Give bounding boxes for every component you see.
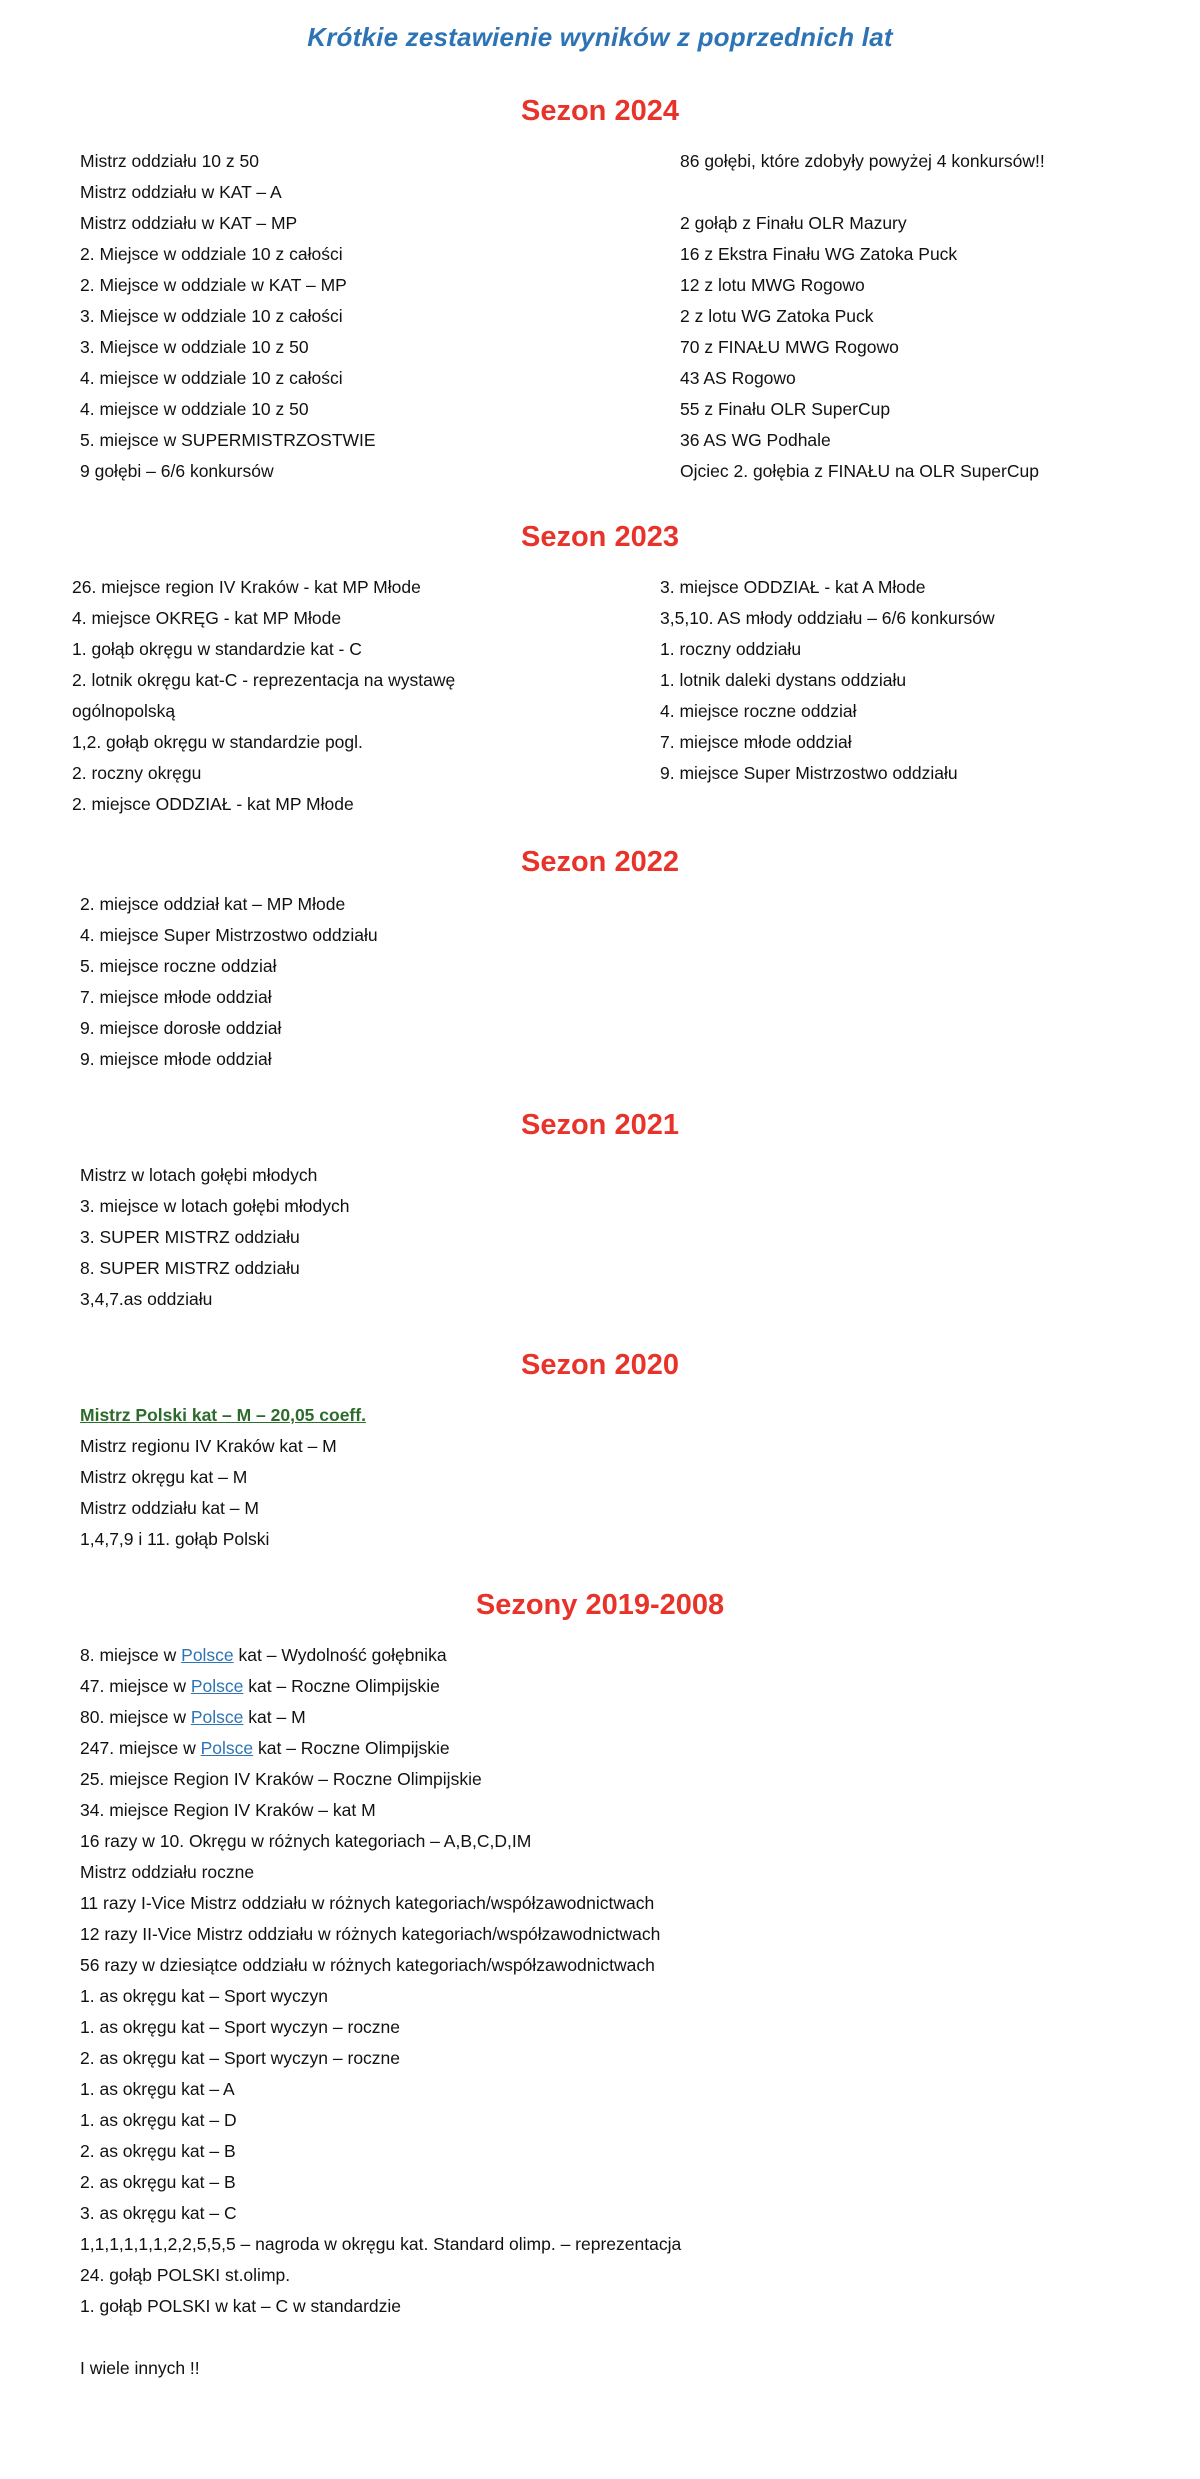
line-text: 34. miejsce Region IV Kraków – kat M — [80, 1800, 376, 1820]
list-item — [80, 2074, 1140, 2105]
list-item: ogólnopolską — [72, 701, 176, 721]
list-item: 2 gołąb z Finału OLR Mazury — [680, 213, 907, 233]
list-item — [80, 2353, 1140, 2384]
list-item — [80, 1702, 1140, 1733]
list-item: 1. roczny oddziału — [660, 639, 802, 659]
line-text: 1. as okręgu kat – D — [80, 2110, 237, 2130]
line-text: 1. as okręgu kat – Sport wyczyn – roczne — [80, 2017, 401, 2037]
list-item — [80, 1795, 1140, 1826]
list-item — [80, 2198, 1140, 2229]
section-heading: Sezony 2019-2008 — [475, 1589, 725, 1621]
list-item: 4. miejsce w oddziale 10 z 50 — [80, 399, 309, 419]
list-item: 3,5,10. AS młody oddziału – 6/6 konkursów — [660, 608, 995, 628]
list-item: 9. miejsce dorosłe oddział — [80, 1018, 282, 1038]
list-item: 4. miejsce Super Mistrzostwo oddziału — [80, 925, 378, 945]
section-heading: Sezon 2020 — [521, 1349, 679, 1381]
line-text: 25. miejsce Region IV Kraków – Roczne Olimpijskie — [80, 1769, 482, 1789]
section-columns — [0, 146, 1200, 487]
list-item — [80, 2043, 1140, 2074]
line-text: 11 razy I-Vice Mistrz oddziału w różnych kategoriach/współzawodnictwach — [80, 1893, 655, 1913]
list-item: Mistrz oddziału w KAT – MP — [80, 213, 298, 233]
section-body — [0, 1640, 1200, 2384]
line-text: 12 razy II-Vice Mistrz oddziału w różnych kategoriach/współzawodnictwach — [80, 1924, 661, 1944]
list-item: Ojciec 2. gołębia z FINAŁU na OLR SuperCup — [680, 461, 1039, 481]
list-item — [80, 1857, 1140, 1888]
line-text: 2. as okręgu kat – Sport wyczyn – roczne — [80, 2048, 401, 2068]
section-sezon-2024 — [0, 95, 1200, 487]
list-item: 36 AS WG Podhale — [680, 430, 831, 450]
list-item — [80, 2105, 1140, 2136]
line-text: kat – Wydolność gołębnika — [233, 1645, 447, 1665]
list-item: 9. miejsce Super Mistrzostwo oddziału — [660, 763, 958, 783]
list-item — [80, 2229, 1140, 2260]
list-item: 2. lotnik okręgu kat-C - reprezentacja na wystawę — [72, 670, 456, 690]
list-item: 9 gołębi – 6/6 konkursów — [80, 461, 274, 481]
section-heading: Sezon 2023 — [521, 521, 679, 553]
section-body — [0, 889, 1200, 1075]
list-item: 8. SUPER MISTRZ oddziału — [80, 1258, 300, 1278]
line-text: 24. gołąb POLSKI st.olimp. — [80, 2265, 291, 2285]
list-item-blank — [80, 2322, 1140, 2353]
line-text: 47. miejsce w — [80, 1676, 191, 1696]
list-item — [80, 2136, 1140, 2167]
list-item: Mistrz oddziału 10 z 50 — [80, 151, 259, 171]
list-item — [80, 2260, 1140, 2291]
section-body — [0, 1160, 1200, 1315]
line-text: 1. gołąb POLSKI w kat – C w standardzie — [80, 2296, 401, 2316]
list-item: 1. gołąb okręgu w standardzie kat - C — [72, 639, 362, 659]
line-text: 1. as okręgu kat – Sport wyczyn — [80, 1986, 329, 2006]
list-item — [80, 2012, 1140, 2043]
list-item: 4. miejsce roczne oddział — [660, 701, 857, 721]
section-heading: Sezon 2021 — [521, 1109, 679, 1141]
list-item: Mistrz w lotach gołębi młodych — [80, 1165, 318, 1185]
list-item: 1. lotnik daleki dystans oddziału — [660, 670, 907, 690]
line-text: kat – Roczne Olimpijskie — [253, 1738, 450, 1758]
inline-link[interactable]: Polsce — [190, 1676, 244, 1696]
list-item: 2. Miejsce w oddziale 10 z całości — [80, 244, 343, 264]
page-title: Krótkie zestawienie wyników z poprzednich lat — [307, 22, 893, 52]
line-text: I wiele innych !! — [80, 2358, 200, 2378]
list-item: 70 z FINAŁU MWG Rogowo — [680, 337, 899, 357]
list-item: 3. miejsce w lotach gołębi młodych — [80, 1196, 350, 1216]
list-item: 3. Miejsce w oddziale 10 z całości — [80, 306, 343, 326]
list-item: 2 z lotu WG Zatoka Puck — [680, 306, 874, 326]
line-text: 80. miejsce w — [80, 1707, 191, 1727]
line-text: 1,1,1,1,1,1,2,2,5,5,5 – nagroda w okręgu kat. Standard olimp. – reprezentacja — [80, 2234, 682, 2254]
inline-link[interactable]: Polsce — [181, 1645, 234, 1665]
list-item — [80, 1640, 1140, 1671]
list-item: 5. miejsce w SUPERMISTRZOSTWIE — [80, 430, 376, 450]
list-item: 1,4,7,9 i 11. gołąb Polski — [80, 1529, 270, 1549]
list-item: Mistrz regionu IV Kraków kat – M — [80, 1436, 337, 1456]
section-sezony-2019-2008 — [0, 1589, 1200, 2384]
line-text: 1. as okręgu kat – A — [80, 2079, 235, 2099]
list-item: 3,4,7.as oddziału — [80, 1289, 213, 1309]
list-item: 4. miejsce w oddziale 10 z całości — [80, 368, 343, 388]
list-item: 2. miejsce oddział kat – MP Młode — [80, 894, 346, 914]
section-heading: Sezon 2022 — [521, 846, 679, 878]
line-text: 16 razy w 10. Okręgu w różnych kategoriach – A,B,C,D,IM — [80, 1831, 532, 1851]
line-text: 8. miejsce w — [80, 1645, 182, 1665]
section-heading: Sezon 2024 — [521, 95, 679, 127]
list-item: 7. miejsce młode oddział — [80, 987, 272, 1007]
list-item: Mistrz okręgu kat – M — [80, 1467, 248, 1487]
list-item: 12 z lotu MWG Rogowo — [680, 275, 865, 295]
section-right-column — [650, 572, 1140, 789]
line-text: 3. as okręgu kat – C — [80, 2203, 237, 2223]
list-item: 3. SUPER MISTRZ oddziału — [80, 1227, 300, 1247]
list-item — [80, 2291, 1140, 2322]
list-item: 2. miejsce ODDZIAŁ - kat MP Młode — [72, 794, 354, 814]
list-item: 16 z Ekstra Finału WG Zatoka Puck — [680, 244, 958, 264]
inline-link[interactable]: Polsce — [200, 1738, 254, 1758]
list-item — [80, 1671, 1140, 1702]
line-text: 247. miejsce w — [80, 1738, 201, 1758]
section-sezon-2020 — [0, 1349, 1200, 1555]
list-item: 1,2. gołąb okręgu w standardzie pogl. — [72, 732, 363, 752]
section-sezon-2022 — [0, 846, 1200, 1075]
list-item: 7. miejsce młode oddział — [660, 732, 852, 752]
list-item: 26. miejsce region IV Kraków - kat MP Młode — [72, 577, 421, 597]
line-text: 2. as okręgu kat – B — [80, 2141, 236, 2161]
section-sezon-2023 — [0, 521, 1200, 820]
list-item — [80, 1733, 1140, 1764]
line-text: 2. as okręgu kat – B — [80, 2172, 236, 2192]
section-left-column — [80, 146, 670, 487]
list-item — [80, 1919, 1140, 1950]
line-text: kat – Roczne Olimpijskie — [243, 1676, 440, 1696]
list-item: 5. miejsce roczne oddział — [80, 956, 277, 976]
list-item — [80, 1950, 1140, 1981]
list-item — [80, 1888, 1140, 1919]
list-item: 43 AS Rogowo — [680, 368, 796, 388]
section-columns — [0, 572, 1200, 820]
inline-link[interactable]: Polsce — [190, 1707, 244, 1727]
section-sezon-2021 — [0, 1109, 1200, 1315]
list-item: 2. Miejsce w oddziale w KAT – MP — [80, 275, 347, 295]
list-item: 3. Miejsce w oddziale 10 z 50 — [80, 337, 309, 357]
line-text: kat – M — [243, 1707, 306, 1727]
list-item: Mistrz oddziału kat – M — [80, 1498, 259, 1518]
list-item: 4. miejsce OKRĘG - kat MP Młode — [72, 608, 342, 628]
highlight-line: Mistrz Polski kat – M – 20,05 coeff. — [80, 1405, 366, 1425]
list-item: 2. roczny okręgu — [72, 763, 202, 783]
section-body — [0, 1400, 1200, 1555]
list-item: Mistrz oddziału w KAT – A — [80, 182, 282, 202]
list-item — [80, 1981, 1140, 2012]
line-text: 56 razy w dziesiątce oddziału w różnych kategoriach/współzawodnictwach — [80, 1955, 655, 1975]
list-item: 55 z Finału OLR SuperCup — [680, 399, 891, 419]
list-item — [80, 2167, 1140, 2198]
list-item: 9. miejsce młode oddział — [80, 1049, 272, 1069]
section-left-column — [72, 572, 650, 820]
list-item: 86 gołębi, które zdobyły powyżej 4 konkursów!! — [680, 151, 1045, 171]
list-item-blank — [680, 177, 1140, 208]
section-right-column — [670, 146, 1140, 487]
line-text: Mistrz oddziału roczne — [80, 1862, 255, 1882]
list-item: 3. miejsce ODDZIAŁ - kat A Młode — [660, 577, 926, 597]
list-item — [80, 1764, 1140, 1795]
list-item — [80, 1826, 1140, 1857]
